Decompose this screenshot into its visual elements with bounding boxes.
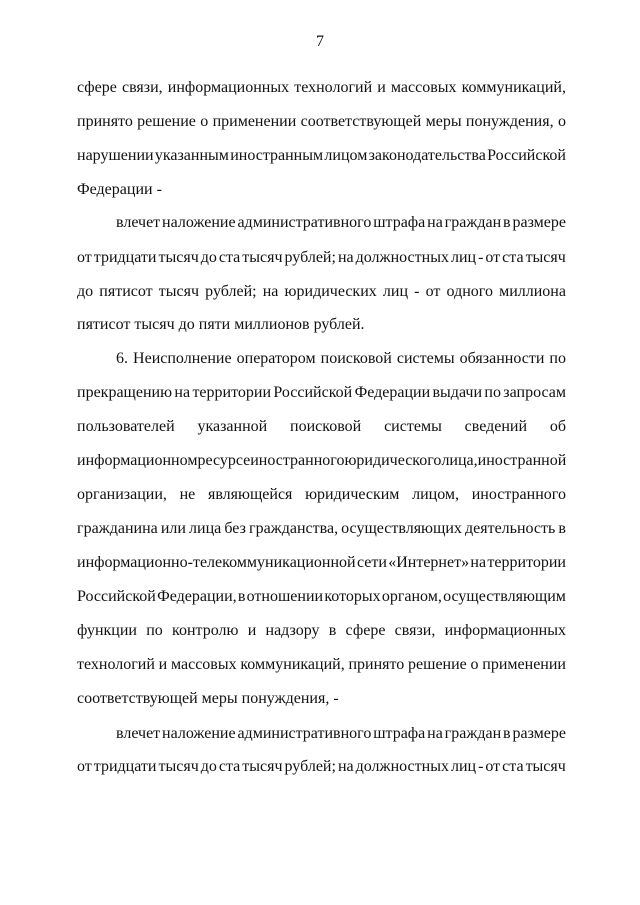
text-line: функции по контролю и надзору в сфере связи, информационных [77, 622, 566, 639]
text-line: технологий и массовых коммуникаций, принято решение о применении [77, 656, 566, 673]
text-line: 6. Неисполнение оператором поисковой системы обязанности по [116, 350, 566, 367]
text-line: принято решение о применении соответствующей меры понуждения, о [77, 113, 566, 130]
text-line: нарушении указанным иностранным лицом законодательства Российской [77, 147, 566, 164]
text-line: соответствующей меры понуждения, - [77, 690, 339, 707]
text-line: пятисот тысяч до пяти миллионов рублей. [77, 316, 365, 333]
text-line: до пятисот тысяч рублей; на юридических лиц - от одного миллиона [77, 283, 566, 300]
text-line: Российской Федерации, в отношении которых органом, осуществляющим [77, 588, 566, 605]
text-line: от тридцати тысяч до ста тысяч рублей; на должностных лиц - от ста тысяч [77, 758, 566, 775]
text-line: Федерации - [77, 181, 162, 198]
text-line: информационно-телекоммуникационной сети «Интернет» на территории [77, 554, 566, 571]
page-number: 7 [316, 33, 324, 50]
text-line: пользователей указанной поисковой системы сведений об [77, 418, 566, 435]
text-line: информационном ресурсе иностранного юридического лица, иностранной [77, 452, 567, 469]
text-line: гражданина или лица без гражданства, осуществляющих деятельность в [77, 520, 566, 537]
text-line: сфере связи, информационных технологий и массовых коммуникаций, [77, 79, 566, 96]
text-line: влечет наложение административного штрафа на граждан в размере [116, 214, 566, 231]
text-line: организации, не являющейся юридическим лицом, иностранного [77, 486, 566, 503]
text-line: прекращению на территории Российской Федерации выдачи по запросам [77, 384, 566, 401]
text-line: от тридцати тысяч до ста тысяч рублей; на должностных лиц - от ста тысяч [77, 249, 566, 266]
text-line: влечет наложение административного штрафа на граждан в размере [116, 725, 566, 742]
